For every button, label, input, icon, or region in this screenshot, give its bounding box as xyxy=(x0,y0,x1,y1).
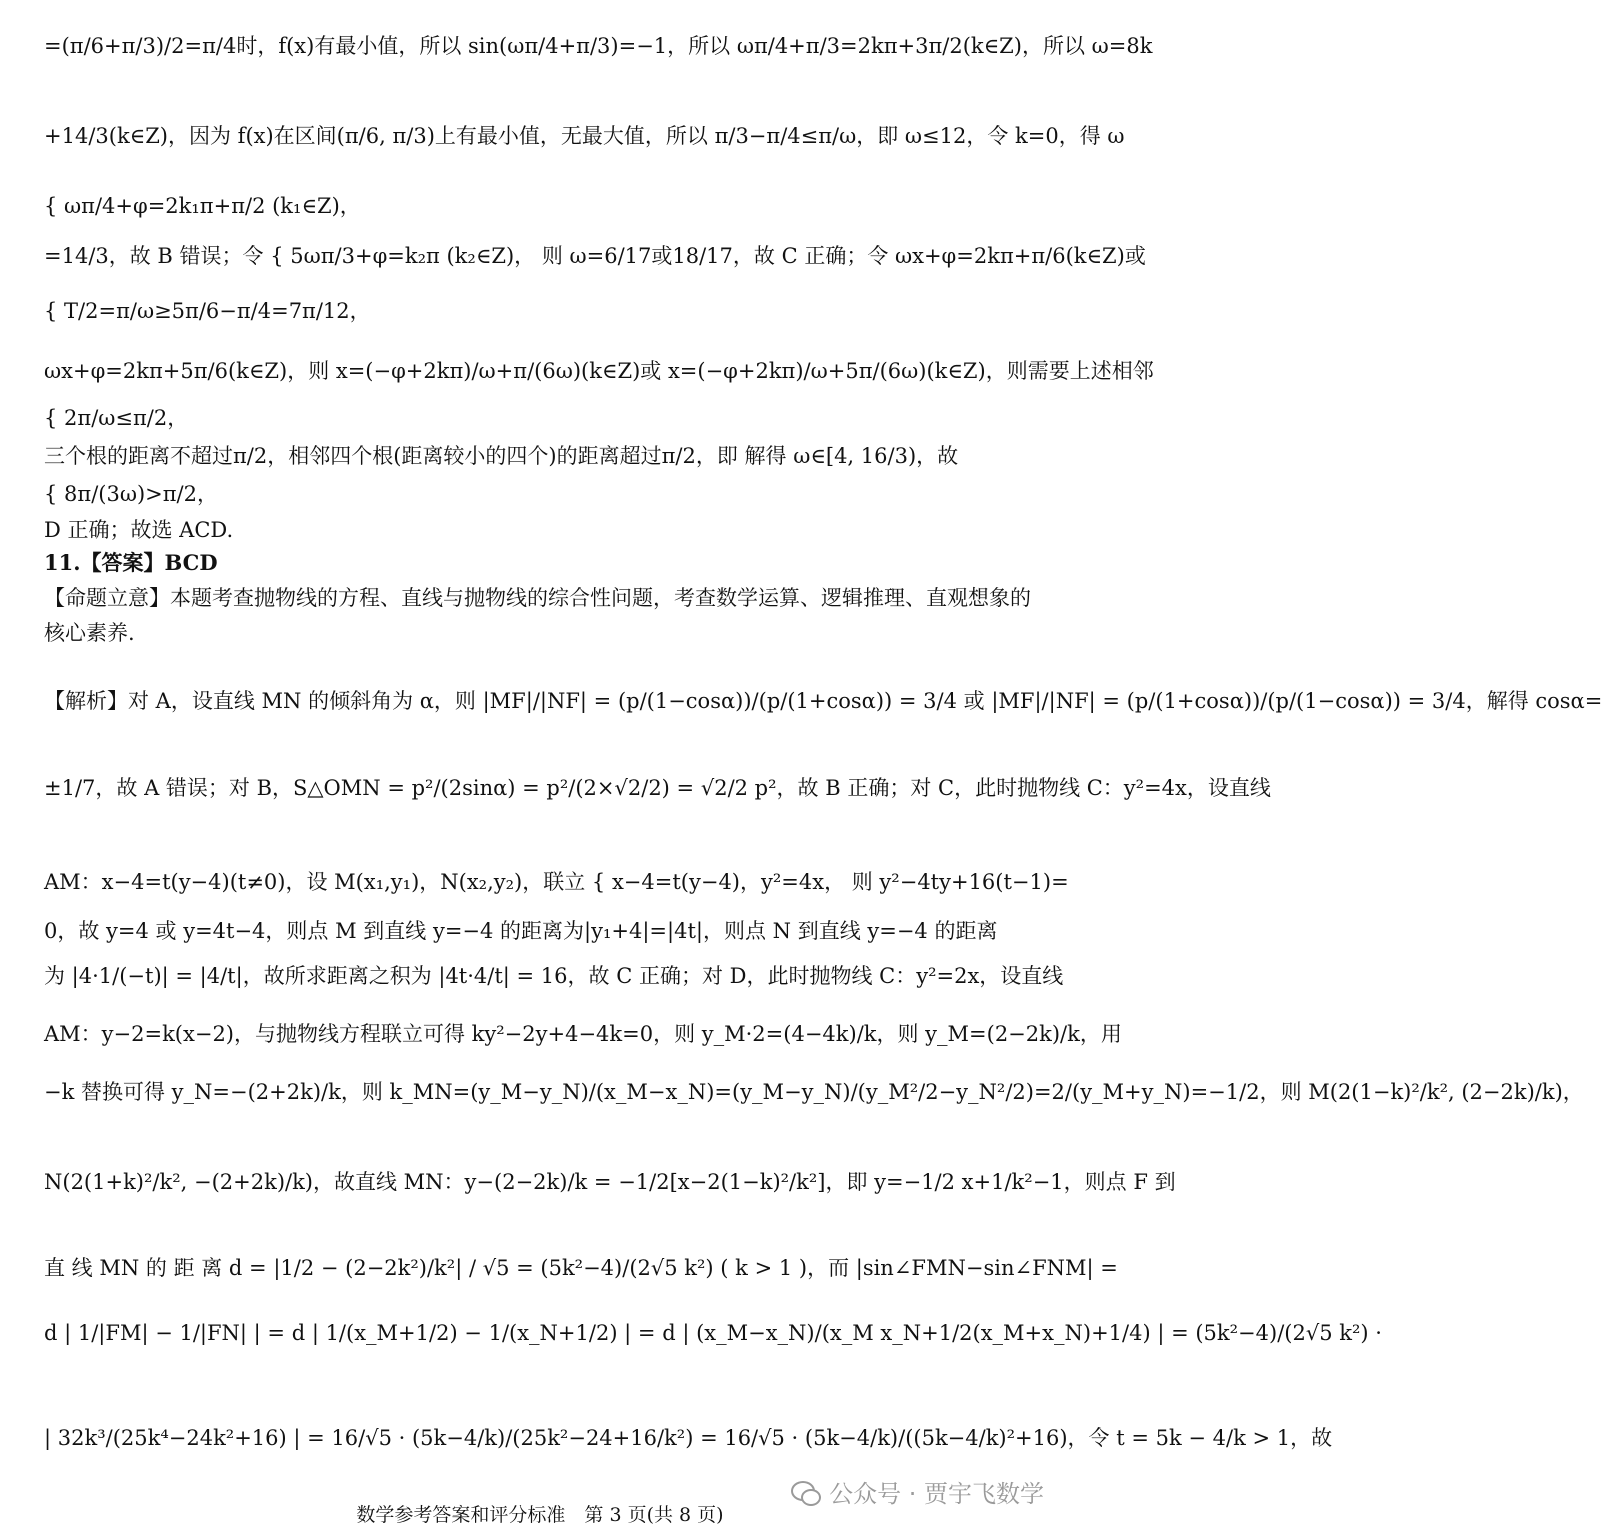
text-line: =14/3，故 B 错误；令 { 5ωπ/3+φ=k₂π (k₂∈Z)， 则 ω=6/17或18/17，故 C 正确；令 ωx+φ=2kπ+π/6(k∈Z)或 xyxy=(44,244,1146,268)
text-line: 核心素养. xyxy=(44,621,135,645)
text-line: AM：y−2=k(x−2)，与抛物线方程联立可得 ky²−2y+4−4k=0，则 y_M·2=(4−4k)/k，则 y_M=(2−2k)/k，用 xyxy=(44,1022,1122,1046)
text-line: ±1/7，故 A 错误；对 B，S△OMN = p²/(2sinα) = p²/(2×√2/2) = √2/2 p²，故 B 正确；对 C，此时抛物线 C：y²=4x，设直线 xyxy=(44,776,1271,800)
page-footer: 数学参考答案和评分标准 第 3 页(共 8 页) xyxy=(356,1504,724,1526)
text-line: { 8π/(3ω)>π/2， xyxy=(44,482,218,506)
text-line: ωx+φ=2kπ+5π/6(k∈Z)，则 x=(−φ+2kπ)/ω+π/(6ω)(k∈Z)或 x=(−φ+2kπ)/ω+5π/(6ω)(k∈Z)，则需要上述相邻 xyxy=(44,359,1154,383)
text-line: 为 |4·1/(−t)| = |4/t|，故所求距离之积为 |4t·4/t| = 16，故 C 正确；对 D，此时抛物线 C：y²=2x，设直线 xyxy=(44,964,1064,988)
text-line: 【解析】对 A，设直线 MN 的倾斜角为 α，则 |MF|/|NF| = (p/(1−cosα))/(p/(1+cosα)) = 3/4 或 |MF|/|NF| = (p/(1+cosα))/(p/(1−cosα)) = 3/4，解得 cosα= xyxy=(44,689,1602,713)
text-line: { T/2=π/ω≥5π/6−π/4=7π/12， xyxy=(44,299,371,323)
text-line: { 2π/ω≤π/2， xyxy=(44,406,189,430)
text-line: +14/3(k∈Z)，因为 f(x)在区间(π/6, π/3)上有最小值，无最大值，所以 π/3−π/4≤π/ω，即 ω≤12，令 k=0，得 ω xyxy=(44,124,1125,148)
text-line: −k 替换可得 y_N=−(2+2k)/k，则 k_MN=(y_M−y_N)/(x_M−x_N)=(y_M−y_N)/(y_M²/2−y_N²/2)=2/(y_M+y_N)=−1/2，则 M(2(1−k)²/k², (2−2k)/k)， xyxy=(44,1080,1584,1104)
watermark-text: 公众号 · 贾宇飞数学 xyxy=(829,1480,1044,1508)
text-line: | 32k³/(25k⁴−24k²+16) | = 16/√5 · (5k−4/k)/(25k²−24+16/k²) = 16/√5 · (5k−4/k)/((5k−4/k)²+16)，令 t = 5k − 4/k > 1，故 xyxy=(44,1426,1333,1450)
text-line: 直 线 MN 的 距 离 d = |1/2 − (2−2k²)/k²| / √5 = (5k²−4)/(2√5 k²) ( k > 1 )，而 |sin∠FMN−sin∠FNM| = xyxy=(44,1256,1118,1280)
text-line: d | 1/|FM| − 1/|FN| | = d | 1/(x_M+1/2) − 1/(x_N+1/2) | = d | (x_M−x_N)/(x_M x_N+1/2(x_M+x_N)+1/4) | = (5k²−4)/(2√5 k²) · xyxy=(44,1321,1382,1345)
text-line: 三个根的距离不超过π/2，相邻四个根(距离较小的四个)的距离超过π/2，即 解得 ω∈[4, 16/3)，故 xyxy=(44,444,959,468)
text-line: =(π/6+π/3)/2=π/4时，f(x)有最小值，所以 sin(ωπ/4+π/3)=−1，所以 ωπ/4+π/3=2kπ+3π/2(k∈Z)，所以 ω=8k xyxy=(44,34,1153,58)
text-line: { ωπ/4+φ=2k₁π+π/2 (k₁∈Z)， xyxy=(44,194,361,218)
text-line: 0，故 y=4 或 y=4t−4，则点 M 到直线 y=−4 的距离为|y₁+4|=|4t|，则点 N 到直线 y=−4 的距离 xyxy=(44,919,998,943)
text-line: D 正确；故选 ACD. xyxy=(44,518,234,542)
text-line: AM：x−4=t(y−4)(t≠0)，设 M(x₁,y₁)，N(x₂,y₂)，联立 { x−4=t(y−4)，y²=4x， 则 y²−4ty+16(t−1)= xyxy=(44,870,1069,894)
text-line: 【命题立意】本题考查抛物线的方程、直线与抛物线的综合性问题，考查数学运算、逻辑推理、直观想象的 xyxy=(44,586,1031,610)
text-line: 11.【答案】BCD xyxy=(44,550,218,575)
text-line: N(2(1+k)²/k², −(2+2k)/k)，故直线 MN：y−(2−2k)/k = −1/2[x−2(1−k)²/k²]，即 y=−1/2 x+1/k²−1，则点 F 到 xyxy=(44,1170,1176,1194)
